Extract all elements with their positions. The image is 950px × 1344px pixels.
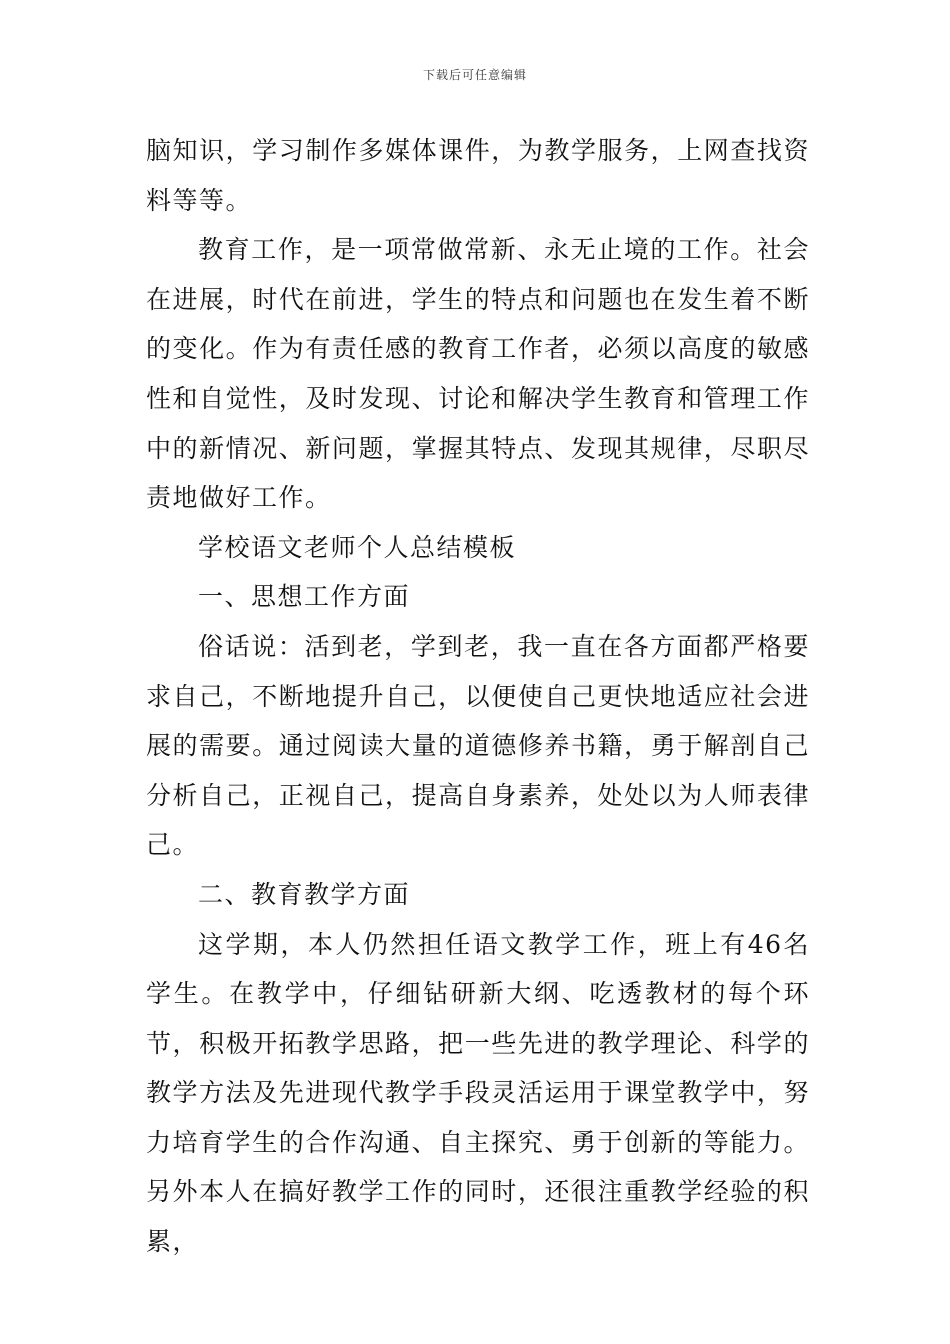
paragraph-education-work: 教育工作，是一项常做常新、永无止境的工作。社会在进展，时代在前进，学生的特点和问题也在发生着不断的变化。作为有责任感的教育工作者，必须以高度的敏感性和自觉性，及时发现、讨论和解决学生教育和管理工作中的新情况、新问题，掌握其特点、发现其规律，尽职尽责地做好工作。 [146,235,810,513]
header-note: 下载后可任意编辑 [422,68,527,82]
section-heading-ideology: 一、思想工作方面 [198,582,411,612]
document-title: 学校语文老师个人总结模板 [198,532,517,562]
paragraph-ideology: 俗话说：活到老，学到老，我一直在各方面都严格要求自己，不断地提升自己，以便使自己更快地适应社会进展的需要。通过阅读大量的道德修养书籍，勇于解剖自己分析自己，正视自己，提高自身素养，处处以为人师表律己。 [146,631,810,860]
paragraph-continuation: 脑知识，学习制作多媒体课件，为教学服务，上网查找资料等等。 [146,136,810,215]
paragraph-teaching: 这学期，本人仍然担任语文教学工作，班上有46名学生。在教学中，仔细钻研新大纲、吃透教材的每个环节，积极开拓教学思路，把一些先进的教学理论、科学的教学方法及先进现代教学手段灵活运用于课堂教学中，努力培育学生的合作沟通、自主探究、勇于创新的等能力。另外本人在搞好教学工作的同时，还很注重教学经验的积累， [146,929,810,1257]
section-heading-teaching: 二、教育教学方面 [198,879,411,909]
document-body [146,126,810,1267]
